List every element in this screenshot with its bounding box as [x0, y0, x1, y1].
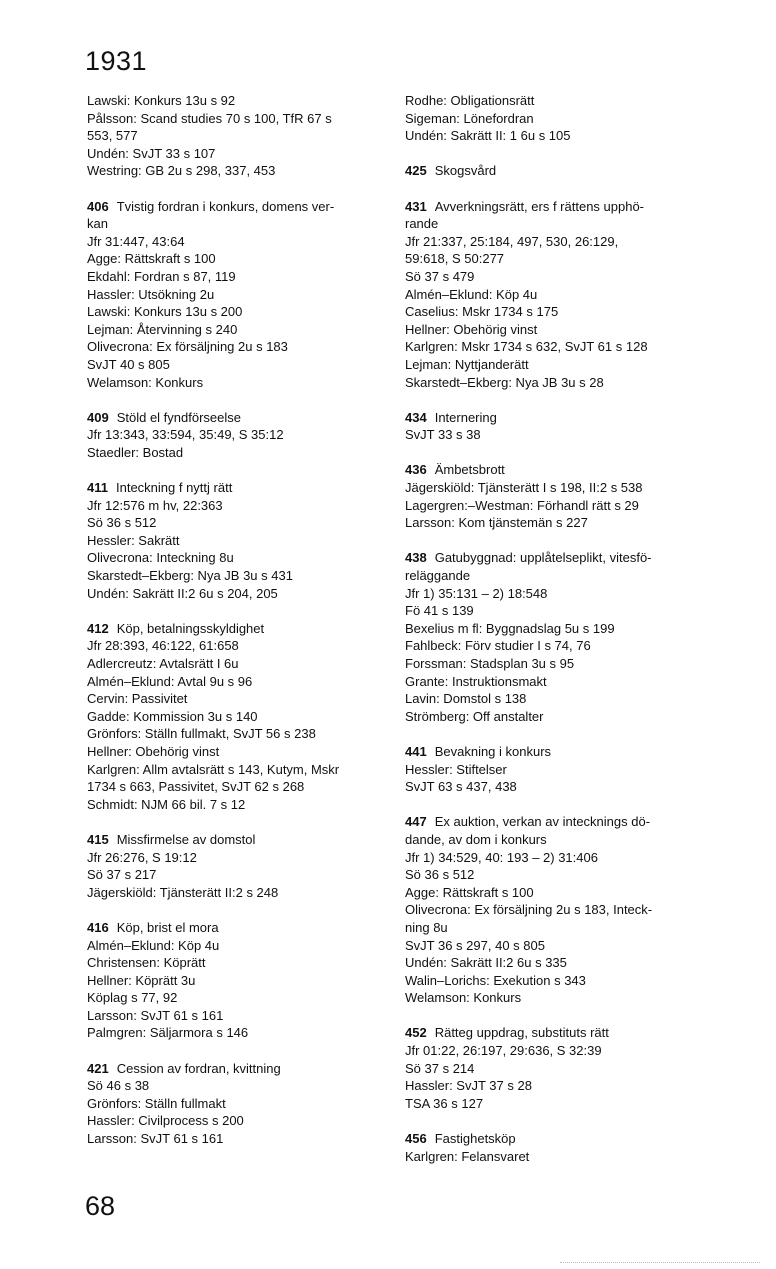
reference-line: 59:618, S 50:277	[405, 251, 505, 267]
index-entry	[405, 409, 705, 444]
page-number: 68	[85, 1191, 116, 1221]
reference-line: Larsson: SvJT 61 s 161	[87, 1131, 224, 1147]
reference-line: Jfr 31:447, 43:64	[87, 233, 185, 249]
reference-line: Karlgren: Felansvaret	[405, 1148, 530, 1164]
reference-line: Skarstedt–Ekberg: Nya JB 3u s 431	[87, 568, 293, 584]
reference-line: Jfr 1) 35:131 – 2) 18:548	[405, 585, 548, 601]
reference-line: Hassler: Utsökning 2u	[87, 286, 215, 302]
index-entry	[405, 92, 705, 145]
reference-line: Adlercreutz: Avtalsrätt I 6u	[87, 656, 239, 671]
index-entry	[405, 743, 705, 796]
entry-number: 438	[405, 550, 427, 566]
reference-line: ning 8u	[405, 919, 448, 935]
entry-title: Rätteg uppdrag, substituts rätt	[434, 1025, 609, 1041]
index-entry	[405, 1130, 705, 1165]
entry-number: 452	[405, 1025, 427, 1041]
entry-number: 421	[87, 1060, 109, 1076]
reference-line: Gadde: Kommission 3u s 140	[87, 708, 258, 724]
reference-line: kan	[87, 216, 108, 232]
reference-line: SvJT 40 s 805	[87, 356, 170, 372]
dotted-rule	[560, 1262, 760, 1263]
entry-title: Köp, betalningsskyldighet	[116, 620, 265, 636]
entry-heading	[405, 743, 705, 761]
reference-line: Jfr 01:22, 26:197, 29:636, S 32:39	[405, 1043, 602, 1059]
entry-number: 416	[87, 919, 109, 935]
reference-line: Welamson: Konkurs	[405, 990, 522, 1006]
reference-line: Jfr 13:343, 33:594, 35:49, S 35:12	[87, 427, 284, 443]
entry-heading	[87, 620, 387, 638]
entry-number: 441	[405, 743, 427, 759]
reference-line: Fö 41 s 139	[405, 603, 474, 619]
left-column	[87, 92, 387, 1165]
entry-title: Avverkningsrätt, ers f rättens upphö-	[434, 198, 645, 214]
index-entry	[405, 1024, 705, 1112]
entry-heading	[405, 198, 705, 216]
reference-line: Westring: GB 2u s 298, 337, 453	[87, 163, 276, 179]
reference-line: Almén–Eklund: Köp 4u	[87, 937, 220, 953]
reference-line: Undén: Sakrätt II:2 6u s 204, 205	[87, 585, 278, 601]
reference-line: Grönfors: Ställn fullmakt, SvJT 56 s 238	[87, 726, 316, 742]
entry-title: Fastighetsköp	[434, 1131, 516, 1147]
entry-title: Köp, brist el mora	[116, 919, 219, 935]
entry-title: Gatubyggnad: upplåtelseplikt, vitesfö-	[434, 550, 652, 566]
reference-line: Olivecrona: Inteckning 8u	[87, 550, 234, 566]
index-entry	[87, 198, 387, 392]
reference-line: Almén–Eklund: Avtal 9u s 96	[87, 673, 253, 689]
index-entry	[405, 813, 705, 1007]
entry-number: 406	[87, 198, 109, 214]
entry-heading	[87, 1060, 387, 1078]
index-entry	[405, 162, 705, 180]
index-entry	[87, 479, 387, 602]
reference-line: Jfr 28:393, 46:122, 61:658	[87, 638, 239, 654]
reference-line: rande	[405, 216, 439, 232]
entry-title: Inteckning f nyttj rätt	[115, 480, 233, 496]
entry-title: Cession av fordran, kvittning	[116, 1060, 281, 1076]
entry-heading	[405, 549, 705, 567]
reference-line: Staedler: Bostad	[87, 444, 184, 460]
entry-heading	[405, 162, 705, 180]
reference-line: Agge: Rättskraft s 100	[87, 251, 216, 267]
entry-number: 456	[405, 1131, 427, 1147]
index-entry	[405, 461, 705, 531]
entry-title: Missfirmelse av domstol	[116, 831, 256, 847]
reference-line: Hassler: Civilprocess s 200	[87, 1113, 244, 1129]
reference-line: Sö 46 s 38	[87, 1078, 150, 1094]
reference-line: reläggande	[405, 568, 471, 584]
reference-line: Lejman: Återvinning s 240	[87, 321, 238, 337]
reference-line: Rodhe: Obligationsrätt	[405, 93, 535, 108]
entry-heading	[87, 831, 387, 849]
reference-line: Sö 37 s 214	[405, 1060, 475, 1076]
reference-line: 1734 s 663, Passivitet, SvJT 62 s 268	[87, 779, 305, 795]
reference-line: TSA 36 s 127	[405, 1095, 484, 1111]
reference-line: Karlgren: Mskr 1734 s 632, SvJT 61 s 128	[405, 339, 648, 355]
reference-line: Lejman: Nyttjanderätt	[405, 356, 529, 372]
reference-line: Undén: Sakrätt II: 1 6u s 105	[405, 128, 571, 144]
entry-title: Tvistig fordran i konkurs, domens ver-	[116, 198, 335, 214]
reference-line: Welamson: Konkurs	[87, 374, 204, 390]
reference-line: Fahlbeck: Förv studier I s 74, 76	[405, 638, 591, 654]
reference-line: Schmidt: NJM 66 bil. 7 s 12	[87, 796, 246, 812]
entry-number: 411	[87, 480, 108, 496]
reference-line: Jfr 12:576 m hv, 22:363	[87, 497, 223, 513]
right-column	[405, 92, 705, 1183]
reference-line: Cervin: Passivitet	[87, 691, 188, 707]
entry-number: 434	[405, 409, 427, 425]
reference-line: Jfr 1) 34:529, 40: 193 – 2) 31:406	[405, 849, 598, 865]
reference-line: Christensen: Köprätt	[87, 955, 206, 971]
reference-line: Sö 37 s 479	[405, 268, 475, 284]
entry-heading	[87, 198, 387, 216]
reference-line: Jägerskiöld: Tjänsterätt I s 198, II:2 s 538	[405, 480, 643, 496]
entry-heading	[405, 1130, 705, 1148]
reference-line: Grante: Instruktionsmakt	[405, 673, 547, 689]
reference-line: Lagergren:–Westman: Förhandl rätt s 29	[405, 497, 639, 513]
reference-line: Larsson: Kom tjänstemän s 227	[405, 515, 588, 531]
entry-number: 415	[87, 831, 109, 847]
reference-line: Larsson: SvJT 61 s 161	[87, 1007, 224, 1023]
reference-line: Hessler: Sakrätt	[87, 532, 180, 548]
reference-line: Hessler: Stiftelser	[405, 761, 507, 777]
index-entry	[87, 620, 387, 814]
entry-number: 447	[405, 814, 427, 830]
reference-line: Jfr 26:276, S 19:12	[87, 849, 197, 865]
reference-line: Ekdahl: Fordran s 87, 119	[87, 268, 236, 284]
reference-line: Karlgren: Allm avtalsrätt s 143, Kutym, Mskr	[87, 761, 340, 777]
index-entry	[87, 831, 387, 901]
reference-line: Hassler: SvJT 37 s 28	[405, 1078, 532, 1094]
reference-line: Sö 36 s 512	[87, 515, 157, 531]
entry-heading	[87, 479, 387, 497]
reference-line: Undén: SvJT 33 s 107	[87, 145, 216, 161]
index-entry	[405, 198, 705, 392]
reference-line: Palmgren: Säljarmora s 146	[87, 1025, 249, 1041]
reference-line: Lavin: Domstol s 138	[405, 691, 527, 707]
entry-title: Bevakning i konkurs	[434, 743, 552, 759]
reference-line: SvJT 63 s 437, 438	[405, 779, 517, 795]
entry-title: Internering	[434, 409, 497, 425]
index-entry	[87, 919, 387, 1042]
reference-line: Hellner: Köprätt 3u	[87, 972, 196, 988]
reference-line: Sö 37 s 217	[87, 867, 157, 883]
reference-line: Almén–Eklund: Köp 4u	[405, 286, 538, 302]
reference-line: SvJT 33 s 38	[405, 427, 481, 443]
entry-title: Skogsvård	[434, 163, 497, 179]
entry-heading	[87, 919, 387, 937]
entry-number: 436	[405, 462, 427, 478]
reference-line: dande, av dom i konkurs	[405, 831, 547, 847]
reference-line: Bexelius m fl: Byggnadslag 5u s 199	[405, 620, 615, 636]
reference-line: Jfr 21:337, 25:184, 497, 530, 26:129,	[405, 233, 619, 249]
reference-line: Grönfors: Ställn fullmakt	[87, 1095, 226, 1111]
entry-number: 431	[405, 198, 427, 214]
entry-number: 412	[87, 620, 109, 636]
reference-line: Pålsson: Scand studies 70 s 100, TfR 67 s	[87, 110, 332, 126]
reference-line: Sigeman: Lönefordran	[405, 110, 534, 126]
reference-line: Skarstedt–Ekberg: Nya JB 3u s 28	[405, 374, 604, 390]
entry-number: 409	[87, 409, 109, 425]
reference-line: Walin–Lorichs: Exekution s 343	[405, 972, 586, 988]
entry-heading	[405, 409, 705, 427]
index-entry	[405, 549, 705, 725]
reference-line: Caselius: Mskr 1734 s 175	[405, 304, 559, 320]
reference-line: Köplag s 77, 92	[87, 990, 178, 1006]
entry-number: 425	[405, 163, 427, 179]
entry-heading	[405, 813, 705, 831]
entry-title: Ämbetsbrott	[434, 462, 505, 478]
reference-line: Jägerskiöld: Tjänsterätt II:2 s 248	[87, 884, 279, 900]
entry-heading	[405, 1024, 705, 1042]
entry-heading	[405, 461, 705, 479]
entry-title: Ex auktion, verkan av intecknings dö-	[434, 814, 651, 830]
index-entry	[87, 1060, 387, 1148]
reference-line: Forssman: Stadsplan 3u s 95	[405, 656, 575, 671]
reference-line: Hellner: Obehörig vinst	[87, 743, 220, 759]
reference-line: Lawski: Konkurs 13u s 200	[87, 304, 243, 320]
reference-line: Strömberg: Off anstalter	[405, 708, 544, 724]
reference-line: Undén: Sakrätt II:2 6u s 335	[405, 955, 567, 971]
entry-title: Stöld el fyndförseelse	[116, 409, 241, 425]
reference-line: 553, 577	[87, 128, 138, 144]
reference-line: Olivecrona: Ex försäljning 2u s 183, Inteck-	[405, 902, 653, 918]
reference-line: Olivecrona: Ex försäljning 2u s 183	[87, 339, 288, 355]
reference-line: Agge: Rättskraft s 100	[405, 884, 534, 900]
reference-line: Hellner: Obehörig vinst	[405, 321, 538, 337]
page-year-heading: 1931	[85, 46, 148, 76]
reference-line: SvJT 36 s 297, 40 s 805	[405, 937, 545, 953]
entry-heading	[87, 409, 387, 427]
reference-line: Lawski: Konkurs 13u s 92	[87, 93, 236, 108]
index-entry	[87, 409, 387, 462]
reference-line: Sö 36 s 512	[405, 867, 475, 883]
index-entry	[87, 92, 387, 180]
